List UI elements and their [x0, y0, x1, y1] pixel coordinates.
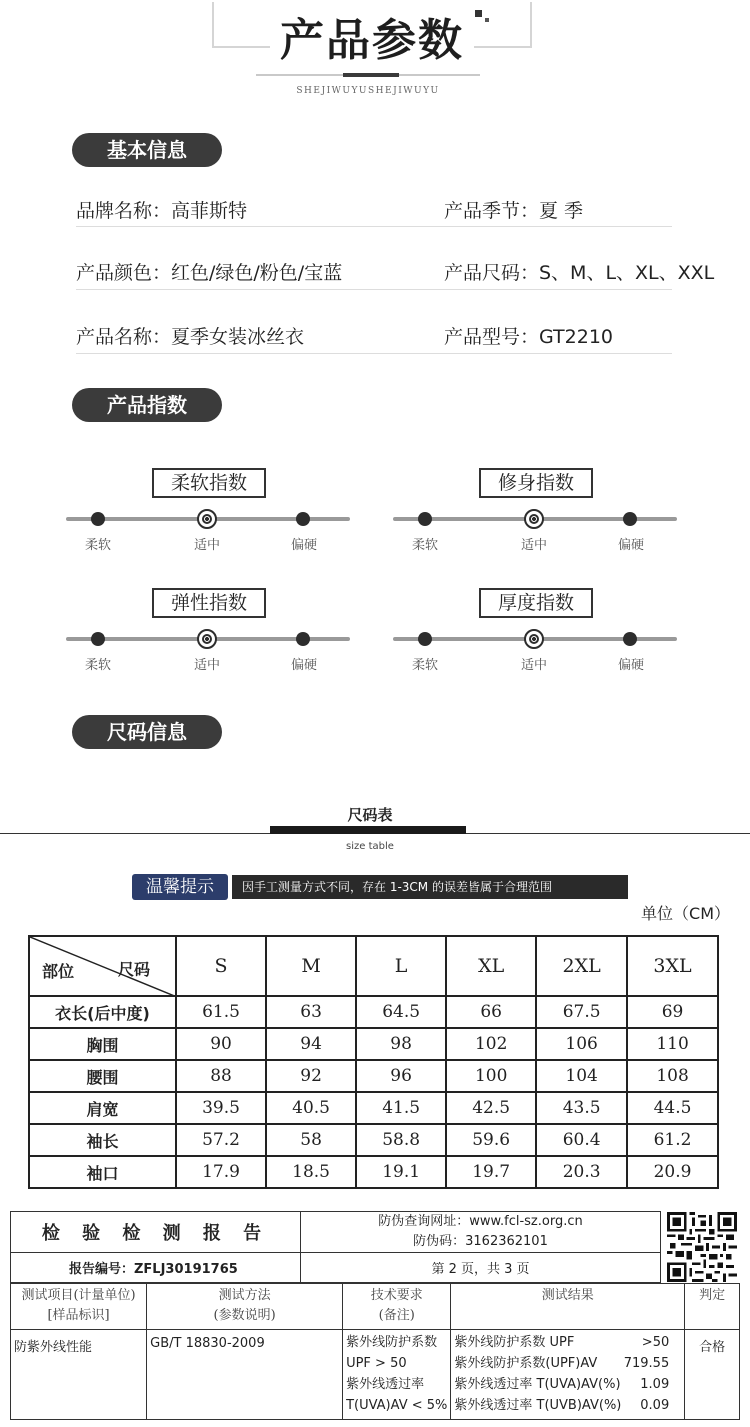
- table-cell: 42.5: [446, 1092, 536, 1124]
- table-cell: 17.9: [176, 1156, 266, 1188]
- judgement: 合格: [685, 1330, 740, 1420]
- row-label: 袖口: [29, 1156, 176, 1188]
- table-cell: 40.5: [266, 1092, 356, 1124]
- table-row: [29, 1028, 718, 1060]
- req-line: 紫外线防护系数: [346, 1335, 438, 1350]
- table-cell: 20.3: [536, 1156, 627, 1188]
- size-table-subtitle: size table: [346, 841, 394, 852]
- result-label: 紫外线防护系数 UPF: [454, 1335, 575, 1350]
- softness-tick-hard: 偏硬: [290, 538, 317, 553]
- decor-square: [475, 10, 482, 17]
- size-table-title: 尺码表: [347, 806, 393, 824]
- col-item-title: 测试项目(计量单位): [21, 1288, 136, 1303]
- softness-dot-soft: [91, 512, 105, 526]
- table-cell: 19.1: [356, 1156, 446, 1188]
- decor-square: [485, 18, 489, 22]
- table-row: [29, 1092, 718, 1124]
- table-cell: 19.7: [446, 1156, 536, 1188]
- report-no-row: [11, 1253, 661, 1283]
- softness-tick-medium: 适中: [193, 538, 220, 553]
- table-cell: 64.5: [356, 996, 446, 1028]
- tip-badge: 温馨提示: [132, 874, 228, 900]
- table-cell: 39.5: [176, 1092, 266, 1124]
- tech-requirement: [343, 1330, 451, 1420]
- fit-dot-soft: [418, 512, 432, 526]
- header-divider-accent: [343, 73, 399, 77]
- unit-label: 单位（CM）: [641, 904, 730, 923]
- table-cell: 60.4: [536, 1124, 627, 1156]
- size-info: 产品尺码：S、M、L、XL、XXL: [444, 262, 715, 284]
- col-method-title: 测试方法: [218, 1288, 271, 1303]
- elasticity-index-label: 弹性指数: [152, 588, 266, 618]
- corner-part-label: 部位: [42, 962, 75, 981]
- size-col-header: S: [176, 936, 266, 996]
- table-cell: 44.5: [627, 1092, 718, 1124]
- thickness-tick-medium: 适中: [520, 658, 547, 673]
- col-judge-header: 判定: [685, 1284, 740, 1330]
- table-cell: 102: [446, 1028, 536, 1060]
- table-cell: 90: [176, 1028, 266, 1060]
- fit-level-marker: [524, 509, 544, 529]
- season-info: 产品季节：夏 季: [444, 200, 584, 222]
- table-cell: 43.5: [536, 1092, 627, 1124]
- result-value: >50: [641, 1335, 670, 1350]
- table-cell: 106: [536, 1028, 627, 1060]
- section-basic-info: 基本信息: [72, 133, 222, 167]
- col-item-header: [11, 1284, 147, 1330]
- result-label: 紫外线透过率 T(UVB)AV(%): [454, 1398, 622, 1413]
- tip-text: 因手工测量方式不同，存在 1-3CM 的误差皆属于合理范围: [232, 875, 628, 899]
- table-row: [29, 996, 718, 1028]
- page-title: 产品参数: [212, 4, 532, 68]
- result-line: [454, 1332, 681, 1353]
- size-col-header: 2XL: [536, 936, 627, 996]
- table-cell: 18.5: [266, 1156, 356, 1188]
- report-detail-table: [10, 1283, 740, 1420]
- row-label: 衣长(后中度): [29, 996, 176, 1028]
- report-query-block: [301, 1212, 661, 1253]
- row-divider: [76, 353, 672, 354]
- table-row: [29, 1156, 718, 1188]
- result-label: 紫外线防护系数(UPF)AV: [454, 1356, 598, 1371]
- report-title: 检 验 检 测 报 告: [11, 1212, 301, 1253]
- test-results: [451, 1330, 685, 1420]
- product-name-info: 产品名称：夏季女装冰丝衣: [76, 326, 305, 348]
- fit-tick-medium: 适中: [520, 538, 547, 553]
- table-cell: 96: [356, 1060, 446, 1092]
- report-header-row: [11, 1284, 740, 1330]
- col-method-subtitle: (参数说明): [213, 1308, 276, 1323]
- row-divider: [76, 226, 672, 227]
- row-label: 肩宽: [29, 1092, 176, 1124]
- result-label: 紫外线透过率 T(UVA)AV(%): [454, 1377, 621, 1392]
- table-cell: 63: [266, 996, 356, 1028]
- test-item: 防紫外线性能: [11, 1330, 147, 1420]
- row-label: 胸围: [29, 1028, 176, 1060]
- elasticity-dot-soft: [91, 632, 105, 646]
- table-cell: 66: [446, 996, 536, 1028]
- elasticity-tick-soft: 柔软: [84, 658, 111, 673]
- result-value: 719.55: [623, 1356, 670, 1371]
- table-cell: 20.9: [627, 1156, 718, 1188]
- table-cell: 110: [627, 1028, 718, 1060]
- size-col-header: 3XL: [627, 936, 718, 996]
- report-code: 防伪码：3162362101: [413, 1234, 548, 1249]
- req-line: UPF > 50: [346, 1356, 407, 1371]
- col-req-subtitle: (备注): [378, 1308, 415, 1323]
- row-label: 腰围: [29, 1060, 176, 1092]
- req-line: 紫外线透过率: [346, 1377, 425, 1392]
- size-table-corner: [29, 936, 176, 996]
- result-line: [454, 1353, 681, 1374]
- report-title-row: [11, 1212, 661, 1253]
- report-page: 第 2 页，共 3 页: [301, 1253, 661, 1283]
- table-row: [29, 1124, 718, 1156]
- col-req-header: [343, 1284, 451, 1330]
- corner-size-label: 尺码: [118, 960, 151, 979]
- elasticity-tick-medium: 适中: [193, 658, 220, 673]
- test-method: GB/T 18830-2009: [147, 1330, 343, 1420]
- elasticity-dot-hard: [296, 632, 310, 646]
- col-method-header: [147, 1284, 343, 1330]
- size-col-header: M: [266, 936, 356, 996]
- table-cell: 100: [446, 1060, 536, 1092]
- softness-tick-soft: 柔软: [84, 538, 111, 553]
- result-line: [454, 1374, 681, 1395]
- thickness-tick-soft: 柔软: [411, 658, 438, 673]
- fit-index-label: 修身指数: [479, 468, 593, 498]
- size-table-header-row: [29, 936, 718, 996]
- table-cell: 57.2: [176, 1124, 266, 1156]
- size-table-divider-accent: [270, 826, 466, 834]
- fit-tick-soft: 柔软: [411, 538, 438, 553]
- row-divider: [76, 289, 672, 290]
- table-cell: 92: [266, 1060, 356, 1092]
- result-value: 1.09: [640, 1377, 670, 1392]
- section-product-index: 产品指数: [72, 388, 222, 422]
- softness-level-marker: [197, 509, 217, 529]
- thickness-dot-soft: [418, 632, 432, 646]
- table-cell: 58: [266, 1124, 356, 1156]
- row-label: 袖长: [29, 1124, 176, 1156]
- table-cell: 94: [266, 1028, 356, 1060]
- qr-code: [666, 1212, 738, 1282]
- table-cell: 61.5: [176, 996, 266, 1028]
- thickness-tick-hard: 偏硬: [617, 658, 644, 673]
- size-col-header: XL: [446, 936, 536, 996]
- thickness-dot-hard: [623, 632, 637, 646]
- table-cell: 41.5: [356, 1092, 446, 1124]
- elasticity-level-marker: [197, 629, 217, 649]
- result-line: [454, 1395, 681, 1416]
- color-info: 产品颜色：红色/绿色/粉色/宝蓝: [76, 262, 343, 284]
- fit-tick-hard: 偏硬: [617, 538, 644, 553]
- thickness-level-marker: [524, 629, 544, 649]
- report-header-table: [10, 1211, 661, 1283]
- elasticity-tick-hard: 偏硬: [290, 658, 317, 673]
- table-cell: 58.8: [356, 1124, 446, 1156]
- page-subtitle: SHEJIWUYUSHEJIWUYU: [296, 86, 440, 96]
- table-cell: 88: [176, 1060, 266, 1092]
- table-cell: 69: [627, 996, 718, 1028]
- table-cell: 98: [356, 1028, 446, 1060]
- col-result-header: 测试结果: [451, 1284, 685, 1330]
- model-info: 产品型号：GT2210: [444, 326, 614, 348]
- col-item-subtitle: [样品标识]: [47, 1308, 110, 1323]
- size-table: [28, 935, 719, 1189]
- report-query-url: 防伪查询网址：www.fcl-sz.org.cn: [378, 1214, 583, 1229]
- table-cell: 104: [536, 1060, 627, 1092]
- table-cell: 59.6: [446, 1124, 536, 1156]
- table-row: [29, 1060, 718, 1092]
- table-cell: 61.2: [627, 1124, 718, 1156]
- fit-dot-hard: [623, 512, 637, 526]
- report-data-row: [11, 1330, 740, 1420]
- table-cell: 67.5: [536, 996, 627, 1028]
- softness-index-label: 柔软指数: [152, 468, 266, 498]
- brand-info: 品牌名称：高菲斯特: [76, 200, 248, 222]
- table-cell: 108: [627, 1060, 718, 1092]
- result-value: 0.09: [640, 1398, 670, 1413]
- size-col-header: L: [356, 936, 446, 996]
- col-req-title: 技术要求: [370, 1288, 423, 1303]
- req-line: T(UVA)AV < 5%: [346, 1398, 448, 1413]
- softness-dot-hard: [296, 512, 310, 526]
- thickness-index-label: 厚度指数: [479, 588, 593, 618]
- report-number: 报告编号：ZFLJ30191765: [11, 1253, 301, 1283]
- section-size-info: 尺码信息: [72, 715, 222, 749]
